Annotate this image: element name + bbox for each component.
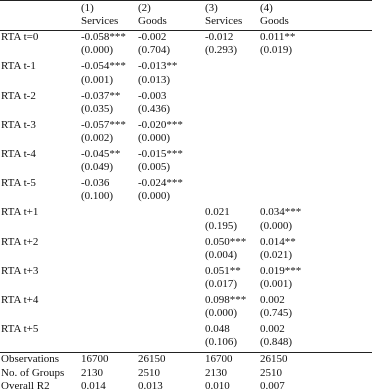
pvalue-row	[0, 220, 372, 236]
pvalue-cell	[259, 161, 372, 177]
stats-cell: 16700	[80, 353, 137, 367]
stats-cell: 26150	[259, 353, 372, 367]
coefficient-cell	[80, 265, 137, 278]
pvalue-cell	[204, 74, 259, 90]
stats-cell: 2130	[81, 366, 103, 379]
pvalue-cell: (0.035)	[81, 102, 114, 115]
coefficient-row	[0, 236, 372, 249]
coefficient-cell: 0.048	[205, 323, 230, 336]
pvalue-cell	[259, 190, 372, 206]
coefficient-cell: -0.013**	[138, 60, 178, 73]
coefficient-cell: -0.054***	[81, 60, 126, 73]
pvalue-cell: (0.019)	[260, 44, 293, 57]
pvalue-row	[0, 190, 372, 206]
coefficient-cell: 0.098***	[205, 293, 247, 306]
coefficient-cell: -0.058***	[81, 31, 126, 44]
coefficient-cell	[80, 323, 137, 336]
coefficient-cell: -0.012	[205, 31, 234, 44]
stats-cell: 2130	[205, 366, 227, 379]
coefficient-cell	[204, 177, 259, 190]
pvalue-cell	[204, 103, 259, 119]
pvalue-cell	[259, 74, 372, 90]
sector-label: Goods	[259, 15, 372, 31]
row-label: RTA t-5	[1, 177, 36, 190]
pvalue-cell: (0.017)	[205, 277, 238, 290]
pvalue-cell: (0.013)	[138, 73, 171, 86]
pvalue-row	[0, 249, 372, 265]
pvalue-cell: (0.745)	[260, 307, 293, 320]
row-label: RTA t-3	[1, 118, 36, 131]
row-label: RTA t-2	[1, 89, 36, 102]
stats-cell: 26150	[137, 353, 204, 367]
coefficient-cell: 0.051**	[205, 264, 241, 277]
coefficient-cell	[204, 119, 259, 132]
pvalue-cell: (0.001)	[260, 277, 293, 290]
row-label: RTA t+1	[1, 206, 39, 219]
coefficient-cell	[137, 294, 204, 307]
pvalue-cell: (0.000)	[138, 190, 171, 203]
coefficient-cell	[259, 119, 372, 132]
stats-cell: 0.013	[137, 380, 204, 392]
coefficient-row	[0, 265, 372, 278]
pvalue-cell: (0.293)	[205, 44, 238, 57]
stats-row	[0, 353, 372, 367]
coefficient-row	[0, 294, 372, 307]
coefficient-cell: -0.024***	[138, 177, 183, 190]
stats-cell: 0.007	[259, 380, 372, 392]
stats-cell: 2510	[138, 366, 160, 379]
row-label: RTA t+4	[1, 293, 39, 306]
stats-row	[0, 380, 372, 392]
pvalue-cell: (0.021)	[260, 248, 293, 261]
column-number: (1)	[81, 2, 94, 14]
coefficient-cell	[137, 265, 204, 278]
coefficient-row	[0, 119, 372, 132]
coefficient-cell	[137, 236, 204, 249]
pvalue-row	[0, 307, 372, 323]
coefficient-cell: 0.002	[260, 293, 285, 306]
pvalue-cell: (0.005)	[138, 161, 171, 174]
row-label: RTA t-4	[1, 148, 36, 161]
pvalue-cell	[137, 220, 204, 236]
pvalue-cell: (0.002)	[81, 132, 114, 145]
coefficient-cell: 0.021	[205, 206, 230, 219]
coefficient-cell	[80, 236, 137, 249]
pvalue-cell	[80, 278, 137, 294]
pvalue-row	[0, 44, 372, 60]
pvalue-cell	[137, 249, 204, 265]
coefficient-cell: -0.057***	[81, 118, 126, 131]
coefficient-body	[0, 31, 372, 392]
pvalue-row	[0, 74, 372, 90]
coefficient-cell	[204, 148, 259, 161]
pvalue-cell: (0.848)	[260, 336, 293, 349]
header-blank-cell	[0, 2, 80, 15]
row-label: RTA t-1	[1, 60, 36, 73]
coefficient-cell	[204, 60, 259, 73]
pvalue-cell: (0.049)	[81, 161, 114, 174]
coefficient-cell	[259, 60, 372, 73]
pvalue-cell: (0.100)	[81, 190, 114, 203]
pvalue-cell: (0.000)	[81, 44, 114, 57]
pvalue-cell	[80, 220, 137, 236]
column-number: (4)	[260, 2, 273, 14]
coefficient-cell: -0.015***	[138, 148, 183, 161]
pvalue-cell	[204, 190, 259, 206]
pvalue-cell	[137, 336, 204, 353]
pvalue-cell: (0.436)	[138, 102, 171, 115]
coefficient-cell: -0.037**	[81, 89, 121, 102]
pvalue-cell: (0.000)	[138, 132, 171, 145]
coefficient-cell: -0.002	[138, 31, 167, 44]
stats-row	[0, 367, 372, 380]
coefficient-row	[0, 148, 372, 161]
pvalue-cell	[259, 132, 372, 148]
pvalue-cell	[80, 336, 137, 353]
regression-results-table	[0, 2, 372, 392]
stats-label: Overall R2	[0, 380, 80, 392]
coefficient-cell: 0.050***	[205, 235, 247, 248]
stats-cell: 16700	[204, 353, 259, 367]
stats-label: Observations	[0, 353, 80, 367]
coefficient-cell: 0.019***	[260, 264, 302, 277]
pvalue-row	[0, 132, 372, 148]
coefficient-cell	[204, 90, 259, 103]
pvalue-cell: (0.106)	[205, 336, 238, 349]
coefficient-cell	[259, 148, 372, 161]
column-number: (2)	[138, 2, 151, 14]
coefficient-row	[0, 60, 372, 73]
pvalue-cell: (0.704)	[138, 44, 171, 57]
header-blank-cell	[0, 15, 80, 31]
coefficient-cell: 0.002	[260, 323, 285, 336]
stats-cell: 0.010	[204, 380, 259, 392]
pvalue-row	[0, 161, 372, 177]
row-label: RTA t+5	[1, 323, 39, 336]
pvalue-cell	[204, 132, 259, 148]
sector-header-row	[0, 15, 372, 31]
pvalue-cell: (0.195)	[205, 219, 238, 232]
sector-label: Services	[204, 15, 259, 31]
pvalue-row	[0, 336, 372, 353]
pvalue-cell: (0.004)	[205, 248, 238, 261]
row-label: RTA t=0	[1, 31, 39, 44]
table-top-rule	[0, 0, 372, 1]
stats-cell: 2510	[260, 366, 282, 379]
coefficient-cell	[259, 90, 372, 103]
coefficient-row	[0, 31, 372, 45]
pvalue-row	[0, 103, 372, 119]
coefficient-row	[0, 323, 372, 336]
row-label: RTA t+3	[1, 264, 39, 277]
coefficient-cell: 0.011**	[260, 31, 296, 44]
coefficient-row	[0, 177, 372, 190]
coefficient-cell: 0.034***	[260, 206, 302, 219]
pvalue-cell	[137, 307, 204, 323]
pvalue-row	[0, 278, 372, 294]
stats-label: No. of Groups	[1, 366, 65, 379]
row-label: RTA t+2	[1, 235, 39, 248]
column-number: (3)	[205, 2, 218, 14]
pvalue-cell: (0.000)	[260, 219, 293, 232]
pvalue-cell: (0.001)	[81, 73, 114, 86]
coefficient-cell	[80, 294, 137, 307]
pvalue-cell	[204, 161, 259, 177]
pvalue-cell	[80, 307, 137, 323]
coefficient-cell: -0.020***	[138, 118, 183, 131]
coefficient-cell	[137, 323, 204, 336]
coefficient-row	[0, 206, 372, 219]
pvalue-cell	[137, 278, 204, 294]
pvalue-cell: (0.000)	[205, 307, 238, 320]
sector-label: Services	[80, 15, 137, 31]
coefficient-cell: 0.014**	[260, 235, 296, 248]
coefficient-cell	[137, 206, 204, 219]
coefficient-cell: -0.036	[81, 177, 110, 190]
coefficient-cell	[259, 177, 372, 190]
coefficient-cell	[80, 206, 137, 219]
coefficient-cell: -0.045**	[81, 148, 121, 161]
coefficient-row	[0, 90, 372, 103]
stats-cell: 0.014	[80, 380, 137, 392]
pvalue-cell	[259, 103, 372, 119]
column-number-row	[0, 2, 372, 15]
coefficient-cell: -0.003	[138, 89, 167, 102]
pvalue-cell	[80, 249, 137, 265]
sector-label: Goods	[137, 15, 204, 31]
